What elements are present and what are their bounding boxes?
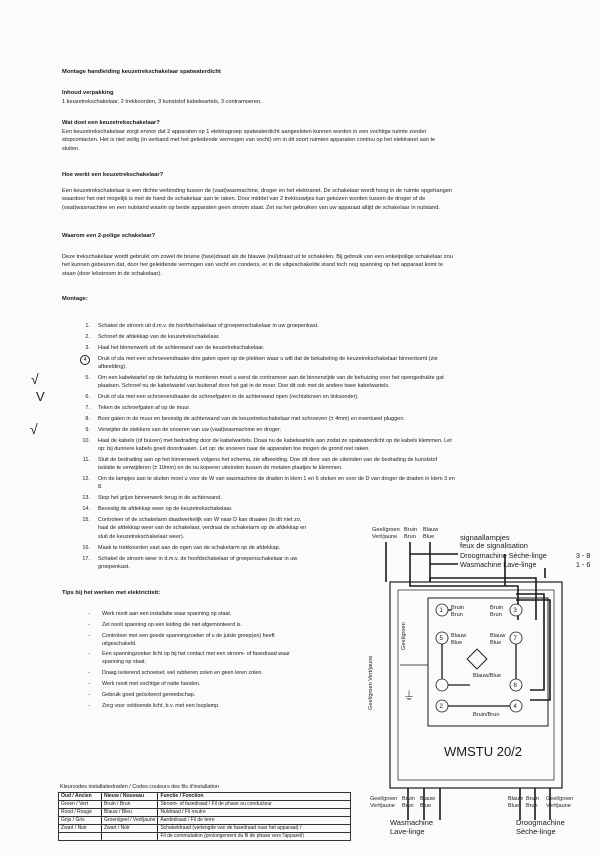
- table-row: [59, 817, 351, 825]
- tip-text: Draag isolerend schoeisel; wel rubberen zolen en geen leren zolen.: [102, 670, 263, 677]
- side-earth-label-2: Geel/groen: [401, 622, 407, 650]
- hoe-werkt-heading: Hoe werkt een keuzetrekschakelaar?: [62, 172, 164, 178]
- step-text: haal de afdekkap weer van de schakelaar, verdraai de schakelarm op de afdekkap en: [98, 525, 307, 532]
- tip-text: Gebruik goed geïsoleerd gereedschap.: [102, 691, 196, 698]
- document-title: Montage handleiding keuzetrekschakelaar spatwaterdicht: [62, 69, 221, 75]
- table-cell: Groen / Vert: [59, 801, 102, 809]
- step-text: sluit de keuzetrekschakelaar weer).: [98, 533, 185, 540]
- table-cell: Bruin / Brun: [102, 801, 158, 809]
- step-number: 9.: [85, 426, 90, 433]
- step-text: Sluit de bedrading aan op het binnenwerk volgens het schema, zie afbeelding. Doe dit door van de uiteinden van de bedrading de kunststof: [98, 456, 438, 463]
- wasmachine-caption-fr: Lave-linge: [390, 827, 425, 836]
- tip-text: Zorg voor voldoende licht, b.v. met een looplamp.: [102, 702, 220, 709]
- step-text: Verwijder de stekkers van de snoeren van uw (vaat)wasmachine en droger.: [98, 426, 282, 433]
- montage-heading: Montage:: [62, 296, 88, 302]
- droogmachine-caption: Droogmachine: [516, 818, 565, 827]
- paragraph-line: Een keuzetrekschakelaar zorgt ervoor dat 2 apparaten op 1 elektragroep spatwaterdicht aangesloten kunnen worden in een vochtige ruimte zonder: [62, 129, 427, 135]
- bottom-label: Vert/jaune: [546, 803, 571, 809]
- terminal-7-num: 7: [513, 636, 517, 642]
- table-header: Functie / Fonction: [158, 793, 351, 801]
- checkmark-icon: √: [30, 421, 38, 437]
- table-cell: Stroom- of fasedraad / Fil de phase ou conducteur: [158, 801, 351, 809]
- paragraph-line: stopcontacten. Het is niet veilig (in verband met het geleidende vermogen van vocht) om in dit soort ruimten apparaten continu op het elektranet aan te: [62, 137, 436, 144]
- paragraph-line: (vaat)wasmachine en een nulstand waarin op beide apparaten geen stroom staat. Zet na het gebruiken van uw apparaat altijd de schakelaar in nulstand.: [62, 204, 440, 211]
- bottom-label: Brun: [402, 803, 414, 809]
- step-text: Om de lampjes aan te sluiten moet u voor de W van wasmachine de draden in klem 1 en 6 steken en voor de D van droger de draden in klem 3 en: [98, 476, 455, 483]
- bullet-dash: -: [88, 681, 90, 687]
- droog-line-label: Droogmachine Sèche-linge: [460, 551, 547, 560]
- step-number: 12.: [82, 476, 90, 483]
- terminal-label: Blauw: [490, 633, 506, 639]
- terminal-label: Brun: [451, 612, 463, 618]
- table-cell: Schakeldraad (verlengde van de fasedraad naar het apparaat) /: [158, 825, 351, 833]
- bottom-label: Vert/jaune: [370, 803, 395, 809]
- step-number: 1.: [85, 323, 90, 329]
- step-text: isolatie te verwijderen (± 10mm) en de nu koperen uiteinden tussen de metalen plaatjes te klemmen.: [98, 465, 343, 472]
- step-text: 8.: [98, 484, 103, 491]
- step-number: 7.: [85, 405, 90, 411]
- step-number: 6.: [85, 394, 90, 401]
- inhoud-text: 1 keuzetrekschakelaar, 2 trekkoorden, 3 kunststof kabelwartels, 3 contramoeren.: [62, 99, 262, 105]
- paragraph-line: waardoor het niet mogelijk is met de hand de schakelaar aan te raken. Door middel van 2 trektouwtjes kan gekozen worden tussen de droger of de: [62, 196, 426, 203]
- signal-lamps-label: signaallampjes: [460, 533, 510, 542]
- step-number: 4: [80, 355, 90, 365]
- terminal-3-num: 3: [513, 608, 517, 614]
- bottom-label: Geel/groen: [546, 796, 574, 802]
- color-table-caption: Kleurcodes installatiedraden / Codes couleurs des fils d'installation: [60, 784, 219, 790]
- step-text: op: bij dunnere kabels goed doordraaien. Let op: de snoeren naar de apparaten toe mogen de grond niet raken.: [98, 445, 370, 452]
- checkmark-icon: V: [36, 389, 45, 404]
- step-number: 5.: [85, 374, 90, 381]
- step-text: Teken de schroefgaten af op de muur.: [98, 405, 191, 411]
- was-nums: 1 - 6: [576, 560, 591, 569]
- step-number: 11.: [82, 456, 90, 463]
- earth-icon: ⏚: [403, 689, 416, 703]
- table-cell: Fil de commutation (prolongement du fil de phase vers l'appareil): [158, 833, 351, 841]
- bullet-dash: -: [88, 651, 90, 658]
- bottom-label: Bruin: [526, 796, 539, 802]
- table-cell: Rood / Rouge: [59, 809, 102, 817]
- bottom-label: Brun: [526, 803, 538, 809]
- table-cell: Nuldraad / Fil neutre: [158, 809, 351, 817]
- step-text: Maak te trekkoorden vast aan de ogen van de schakelarm op de afdekkap.: [98, 544, 281, 551]
- bottom-label: Bruin: [402, 796, 415, 802]
- tip-text: Zet nooit spanning op een leiding die niet afgemonteerd is.: [102, 621, 242, 628]
- paragraph-line: staan (door lekstroom in de schakelaar).: [62, 270, 162, 277]
- paragraph-line: Deze trekschakelaar wordt gebruikt om zowel de bruine (fase)draad als de blauwe (nul)draad uit te schakelen. Bij gebruik van een enkelpolige schakelaar zou: [62, 254, 453, 260]
- paragraph-line: Een keuzetrekschakelaar is een dichte verbinding tussen de (vaat)wasmachine, droger en het elektranet. De schakelaar wordt hoog in de ruimte opgehangen: [62, 188, 452, 194]
- step-text: Schakel de stroom weer in d.m.v. de hoofdschakelaar of groepenschakelaar in uw: [98, 555, 298, 562]
- top-geelgroen-label: Geel/groen: [372, 527, 400, 533]
- table-cell: Grijs / Gris: [59, 817, 102, 825]
- table-cell: Groen/geel / Vert/jaune: [102, 817, 158, 825]
- model-label: WMSTU 20/2: [444, 744, 523, 759]
- table-row: [59, 825, 351, 833]
- terminal-6: [436, 679, 448, 691]
- bullet-dash: -: [88, 632, 90, 639]
- terminal-4-num: 4: [513, 704, 517, 710]
- step-text: Druk of sla met een schroevendraaier de schroefgaten in de achterwand open (rechtsboven en linksonder).: [98, 394, 359, 401]
- step-number: 8.: [85, 415, 90, 422]
- terminal-1-num: 1: [439, 608, 443, 614]
- bullet-dash: -: [88, 691, 90, 698]
- waarom-heading: Waarom een 2-polige schakelaar?: [62, 233, 156, 239]
- step-number: 15.: [82, 517, 90, 524]
- table-header: Nieuw / Nouveau: [102, 793, 158, 801]
- table-header: Oud / Ancien: [59, 793, 102, 801]
- table-cell: Blauw / Bleu: [102, 809, 158, 817]
- top-blauw-label: Blauw: [423, 527, 439, 533]
- step-number: 14.: [82, 506, 90, 513]
- terminal-label: Blauw: [451, 633, 467, 639]
- color-code-table: [58, 792, 351, 841]
- bullet-dash: -: [88, 611, 90, 617]
- table-cell: [59, 833, 102, 841]
- terminal-2-num: 2: [439, 704, 443, 710]
- terminal-label: Brun: [490, 612, 502, 618]
- step-number: 16.: [82, 544, 90, 551]
- side-earth-label: Geel/groen Vert/jaune: [368, 655, 374, 710]
- table-cell: Aardedraad / Fil de terre: [158, 817, 351, 825]
- bottom-label: Geel/groen: [370, 796, 398, 802]
- step-text: Controleer of de schakelarm daadwerkelijk van W naar D kan draaien (is dit niet zo,: [98, 517, 302, 524]
- step-text: Druk of sla met een schroevendraaier drie gaten open op de plekken waar u wilt dat de bekabeling de keuzetrekschakelaar binnenkomt (zie: [98, 355, 438, 362]
- droogmachine-caption-fr: Sèche-linge: [516, 827, 556, 836]
- inhoud-heading: Inhoud verpakking: [62, 90, 114, 96]
- bottom-label: Blue: [420, 803, 432, 809]
- tip-text: Werk nooit met vochtige of natte handen.: [102, 681, 201, 687]
- wires: [386, 542, 550, 820]
- bullet-dash: -: [88, 702, 90, 709]
- table-row: [59, 809, 351, 817]
- indicator-diamond-icon: [467, 649, 487, 669]
- terminal-5-num: 5: [439, 636, 443, 642]
- bottom-label: Blauw: [420, 796, 435, 802]
- step-text: Boor gaten in de muur en bevestig de achterwand van de keuzetrekschakelaar met schroeven (± 4mm) en eventueel pluggen.: [98, 415, 405, 422]
- table-cell: Zwart / Noir: [102, 825, 158, 833]
- paragraph-line: sluiten.: [62, 145, 80, 152]
- top-blue-label: Blue: [423, 534, 435, 540]
- wat-doet-heading: Wat doet een keuzetrekschakelaar?: [62, 120, 160, 126]
- terminal-label: Bruin/Brun: [473, 712, 500, 718]
- was-line-label: Wasmachine Lave-linge: [460, 560, 537, 569]
- terminal-label: Blauw/Blue: [473, 673, 501, 679]
- terminal-label: Blue: [451, 640, 463, 646]
- tips-heading: Tips bij het werken met elektriciteit:: [62, 590, 161, 596]
- terminal-label: Bruin: [490, 605, 504, 611]
- bottom-label: Blauw: [508, 796, 523, 802]
- signal-lamps-label-fr: feux de signalisation: [460, 541, 528, 550]
- terminal-label: Blue: [490, 640, 502, 646]
- step-text: Stop het grijze binnenwerk terug in de achterwand.: [98, 495, 222, 502]
- tip-text: Een spanningzoeker licht op bij het contact met een stroom- of fasedraad waar: [102, 651, 290, 658]
- table-row: [59, 833, 351, 841]
- step-text: Haal de kabels (of buizen) met bedrading door de kabelwartels. Draai nu de kabelwartels aan zodat ze spatwaterdicht op de kabels klemmen. Let: [98, 437, 452, 444]
- top-vertjaune-label: Vert/jaune: [372, 534, 398, 540]
- table-cell: Zwart / Noir: [59, 825, 102, 833]
- step-text: Schroef de afdekkap van de keuzetrekschakelaar.: [98, 333, 220, 340]
- step-number: 17.: [82, 555, 90, 562]
- top-brun-label: Brun: [404, 534, 416, 540]
- step-text: plaatsen. Schroef nu de kabelwartel van buitenaf door het gat in de moer. Doe dit ook met de andere twee kabelwartels.: [98, 383, 390, 390]
- step-number: 13.: [82, 495, 90, 502]
- bullet-dash: -: [88, 670, 90, 677]
- step-text: afbeelding).: [98, 363, 127, 370]
- bottom-label: Blue: [508, 803, 520, 809]
- wasmachine-caption: Wasmachine: [390, 818, 434, 827]
- bullet-dash: -: [88, 621, 90, 628]
- tip-text: Controleer met een goede spanningzoeker of u de juiste groep(en) heeft: [102, 632, 275, 639]
- top-bruin-label: Bruin: [404, 527, 418, 533]
- table-cell: [102, 833, 158, 841]
- terminal-label: Bruin: [451, 605, 465, 611]
- step-text: Haal het binnenwerk uit de achterwand van de keuzetrekschakelaar.: [98, 344, 265, 351]
- step-text: groepenkast.: [98, 563, 130, 570]
- wiring-diagram: [330, 520, 600, 856]
- table-row: [59, 801, 351, 809]
- step-number: 2.: [85, 333, 90, 340]
- tip-text: uitgeschakeld.: [102, 640, 137, 647]
- paragraph-line: het kunnen gebeuren dat, door het geleidende vermogen van vocht en condens, er in de uitgeschakelde stand toch nog spanning op het apparaat komt te: [62, 262, 443, 269]
- step-text: Bevestig de afdekkap weer op de keuzetrekschakelaar.: [98, 506, 233, 513]
- step-text: Om een kabelwartel op de behuizing te monteren moet u eerst de contramoer aan de binnenzijde van de behuizing voor het opengedrukte gat: [98, 374, 444, 381]
- table-header-row: [59, 793, 351, 801]
- step-number: 3.: [85, 344, 90, 351]
- tip-text: spanning op staat.: [102, 659, 147, 666]
- terminal-8-num: 8: [513, 683, 517, 689]
- step-text: Schakel de stroom uit d.m.v. de hoofdschakelaar of groepenschakelaar in uw groepenkast.: [98, 323, 319, 329]
- step-number: 10.: [82, 437, 90, 444]
- droog-nums: 3 - 8: [576, 551, 591, 560]
- checkmark-icon: √: [31, 371, 39, 387]
- tip-text: Werk nooit aan een installatie waar spanning op staat.: [102, 611, 232, 617]
